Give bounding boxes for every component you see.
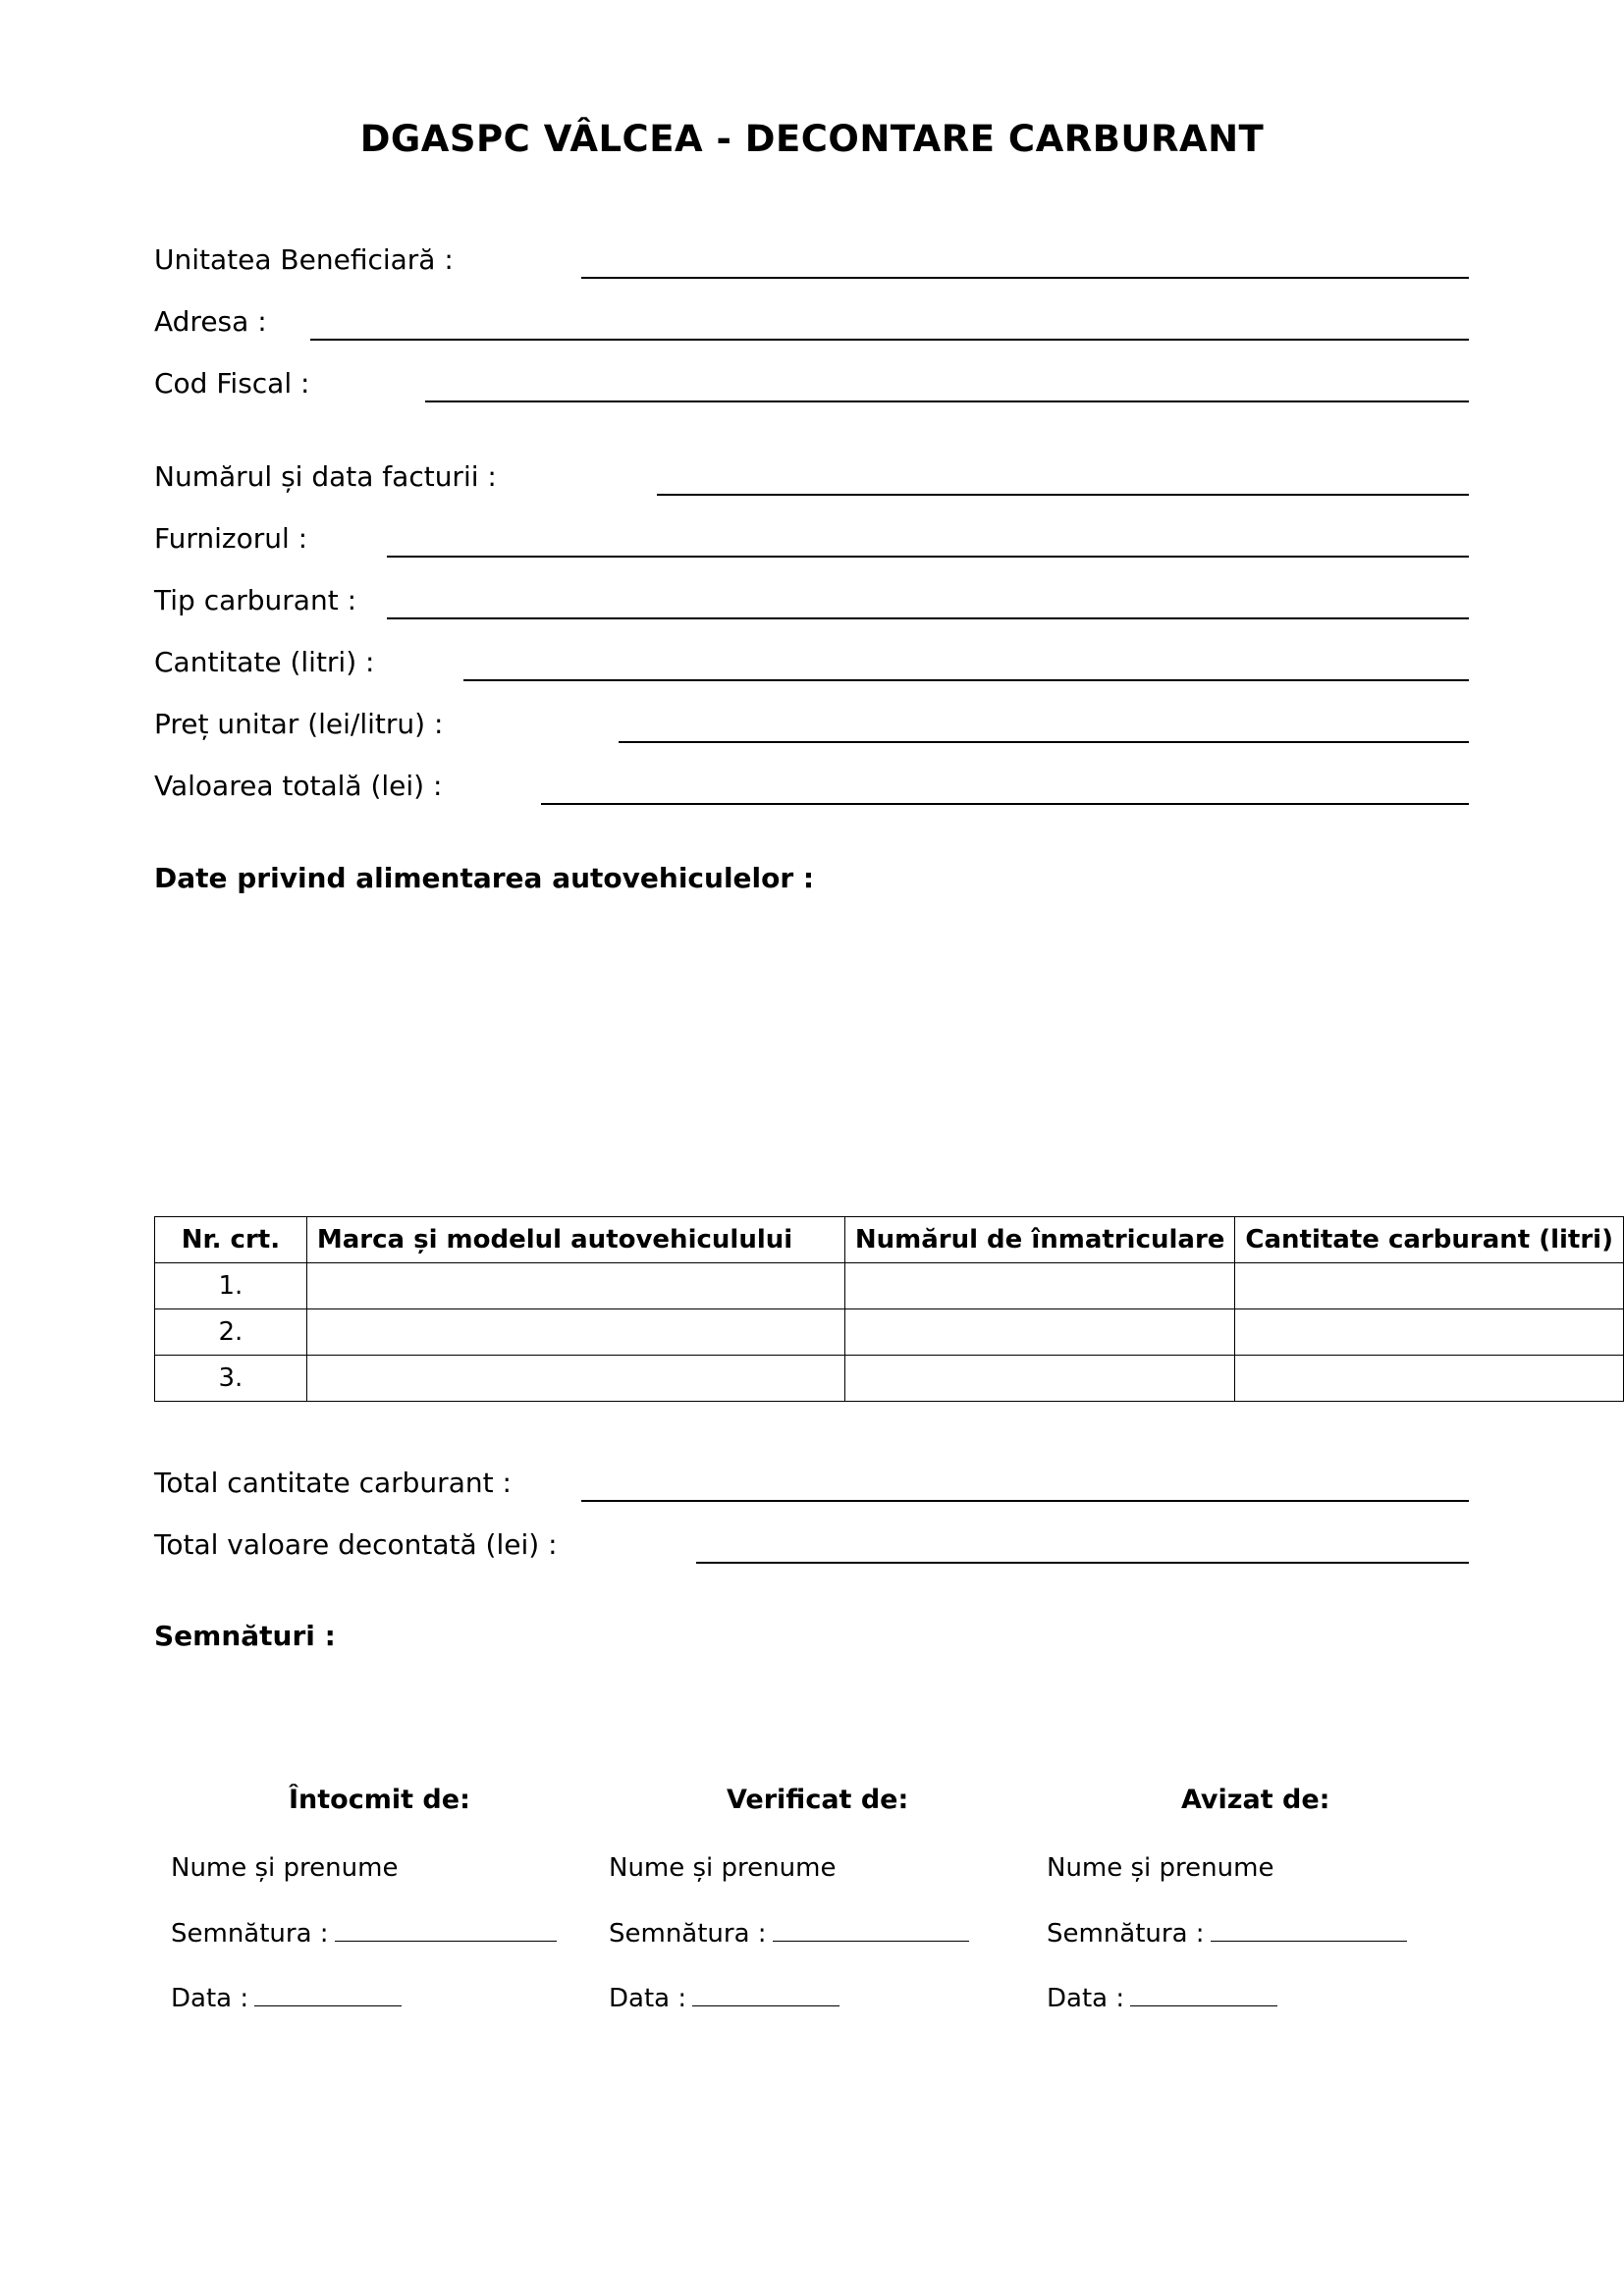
total-value-field[interactable] — [541, 803, 1469, 805]
signature-line[interactable] — [171, 1919, 557, 1949]
header-make-model: Marca și modelul autovehiculului — [306, 1217, 844, 1263]
unit-price-field[interactable] — [619, 741, 1469, 743]
quantity-field[interactable] — [463, 679, 1469, 681]
date-blank[interactable] — [692, 2004, 839, 2006]
table-row — [155, 1309, 1624, 1356]
beneficiary-label: Unitatea Beneficiară : — [154, 243, 454, 276]
row-number: 2. — [155, 1309, 307, 1356]
signature-blank[interactable] — [1211, 1940, 1407, 1942]
row-number: 3. — [155, 1356, 307, 1402]
total-quantity-field[interactable] — [581, 1500, 1469, 1502]
vehicles-section-title: Date privind alimentarea autovehiculelor : — [154, 862, 815, 894]
vehicles-table — [154, 1216, 1624, 1402]
header-fuel-quantity: Cantitate carburant (litri) — [1235, 1217, 1624, 1263]
signature-blank[interactable] — [335, 1940, 557, 1942]
date-label: Data : — [1047, 1984, 1125, 2013]
date-label: Data : — [171, 1984, 249, 2013]
signature-label: Semnătura : — [1047, 1919, 1205, 1949]
table-header-row — [155, 1217, 1624, 1263]
unit-price-label: Preț unitar (lei/litru) : — [154, 708, 444, 740]
fuel-type-field[interactable] — [387, 617, 1469, 619]
fuel-type-label: Tip carburant : — [154, 584, 357, 616]
beneficiary-field[interactable] — [581, 277, 1469, 279]
total-quantity-label: Total cantitate carburant : — [154, 1467, 512, 1499]
name-label: Nume și prenume — [171, 1853, 399, 1883]
invoice-label: Numărul și data facturii : — [154, 460, 497, 493]
signature-heading: Verificat de: — [727, 1785, 909, 1815]
signature-line[interactable] — [609, 1919, 969, 1949]
address-field[interactable] — [310, 339, 1469, 341]
quantity-label: Cantitate (litri) : — [154, 646, 375, 678]
date-line[interactable] — [609, 1984, 839, 2013]
signature-label: Semnătura : — [171, 1919, 329, 1949]
row-number: 1. — [155, 1263, 307, 1309]
make-model-cell[interactable] — [306, 1309, 844, 1356]
fuel-quantity-cell[interactable] — [1235, 1263, 1624, 1309]
signatures-title: Semnături : — [154, 1620, 336, 1652]
table-row — [155, 1263, 1624, 1309]
signature-heading: Întocmit de: — [289, 1785, 470, 1815]
fuel-quantity-cell[interactable] — [1235, 1309, 1624, 1356]
header-registration: Numărul de înmatriculare — [844, 1217, 1235, 1263]
registration-cell[interactable] — [844, 1356, 1235, 1402]
date-label: Data : — [609, 1984, 687, 2013]
header-nr: Nr. crt. — [155, 1217, 307, 1263]
date-blank[interactable] — [1130, 2004, 1277, 2006]
signature-blank[interactable] — [773, 1940, 969, 1942]
fuel-quantity-cell[interactable] — [1235, 1356, 1624, 1402]
supplier-label: Furnizorul : — [154, 522, 308, 555]
signature-label: Semnătura : — [609, 1919, 767, 1949]
name-label: Nume și prenume — [1047, 1853, 1274, 1883]
name-label: Nume și prenume — [609, 1853, 837, 1883]
address-label: Adresa : — [154, 305, 267, 338]
supplier-field[interactable] — [387, 556, 1469, 558]
date-line[interactable] — [1047, 1984, 1277, 2013]
date-line[interactable] — [171, 1984, 402, 2013]
tax-code-field[interactable] — [425, 400, 1469, 402]
invoice-field[interactable] — [657, 494, 1469, 496]
page-title: DGASPC VÂLCEA - DECONTARE CARBURANT — [359, 118, 1265, 160]
table-row — [155, 1356, 1624, 1402]
make-model-cell[interactable] — [306, 1356, 844, 1402]
tax-code-label: Cod Fiscal : — [154, 367, 310, 400]
signature-line[interactable] — [1047, 1919, 1407, 1949]
signature-heading: Avizat de: — [1181, 1785, 1330, 1815]
total-value-label: Valoarea totală (lei) : — [154, 770, 443, 802]
make-model-cell[interactable] — [306, 1263, 844, 1309]
registration-cell[interactable] — [844, 1263, 1235, 1309]
total-settled-label: Total valoare decontată (lei) : — [154, 1528, 558, 1561]
total-settled-field[interactable] — [696, 1562, 1469, 1564]
registration-cell[interactable] — [844, 1309, 1235, 1356]
date-blank[interactable] — [254, 2004, 402, 2006]
